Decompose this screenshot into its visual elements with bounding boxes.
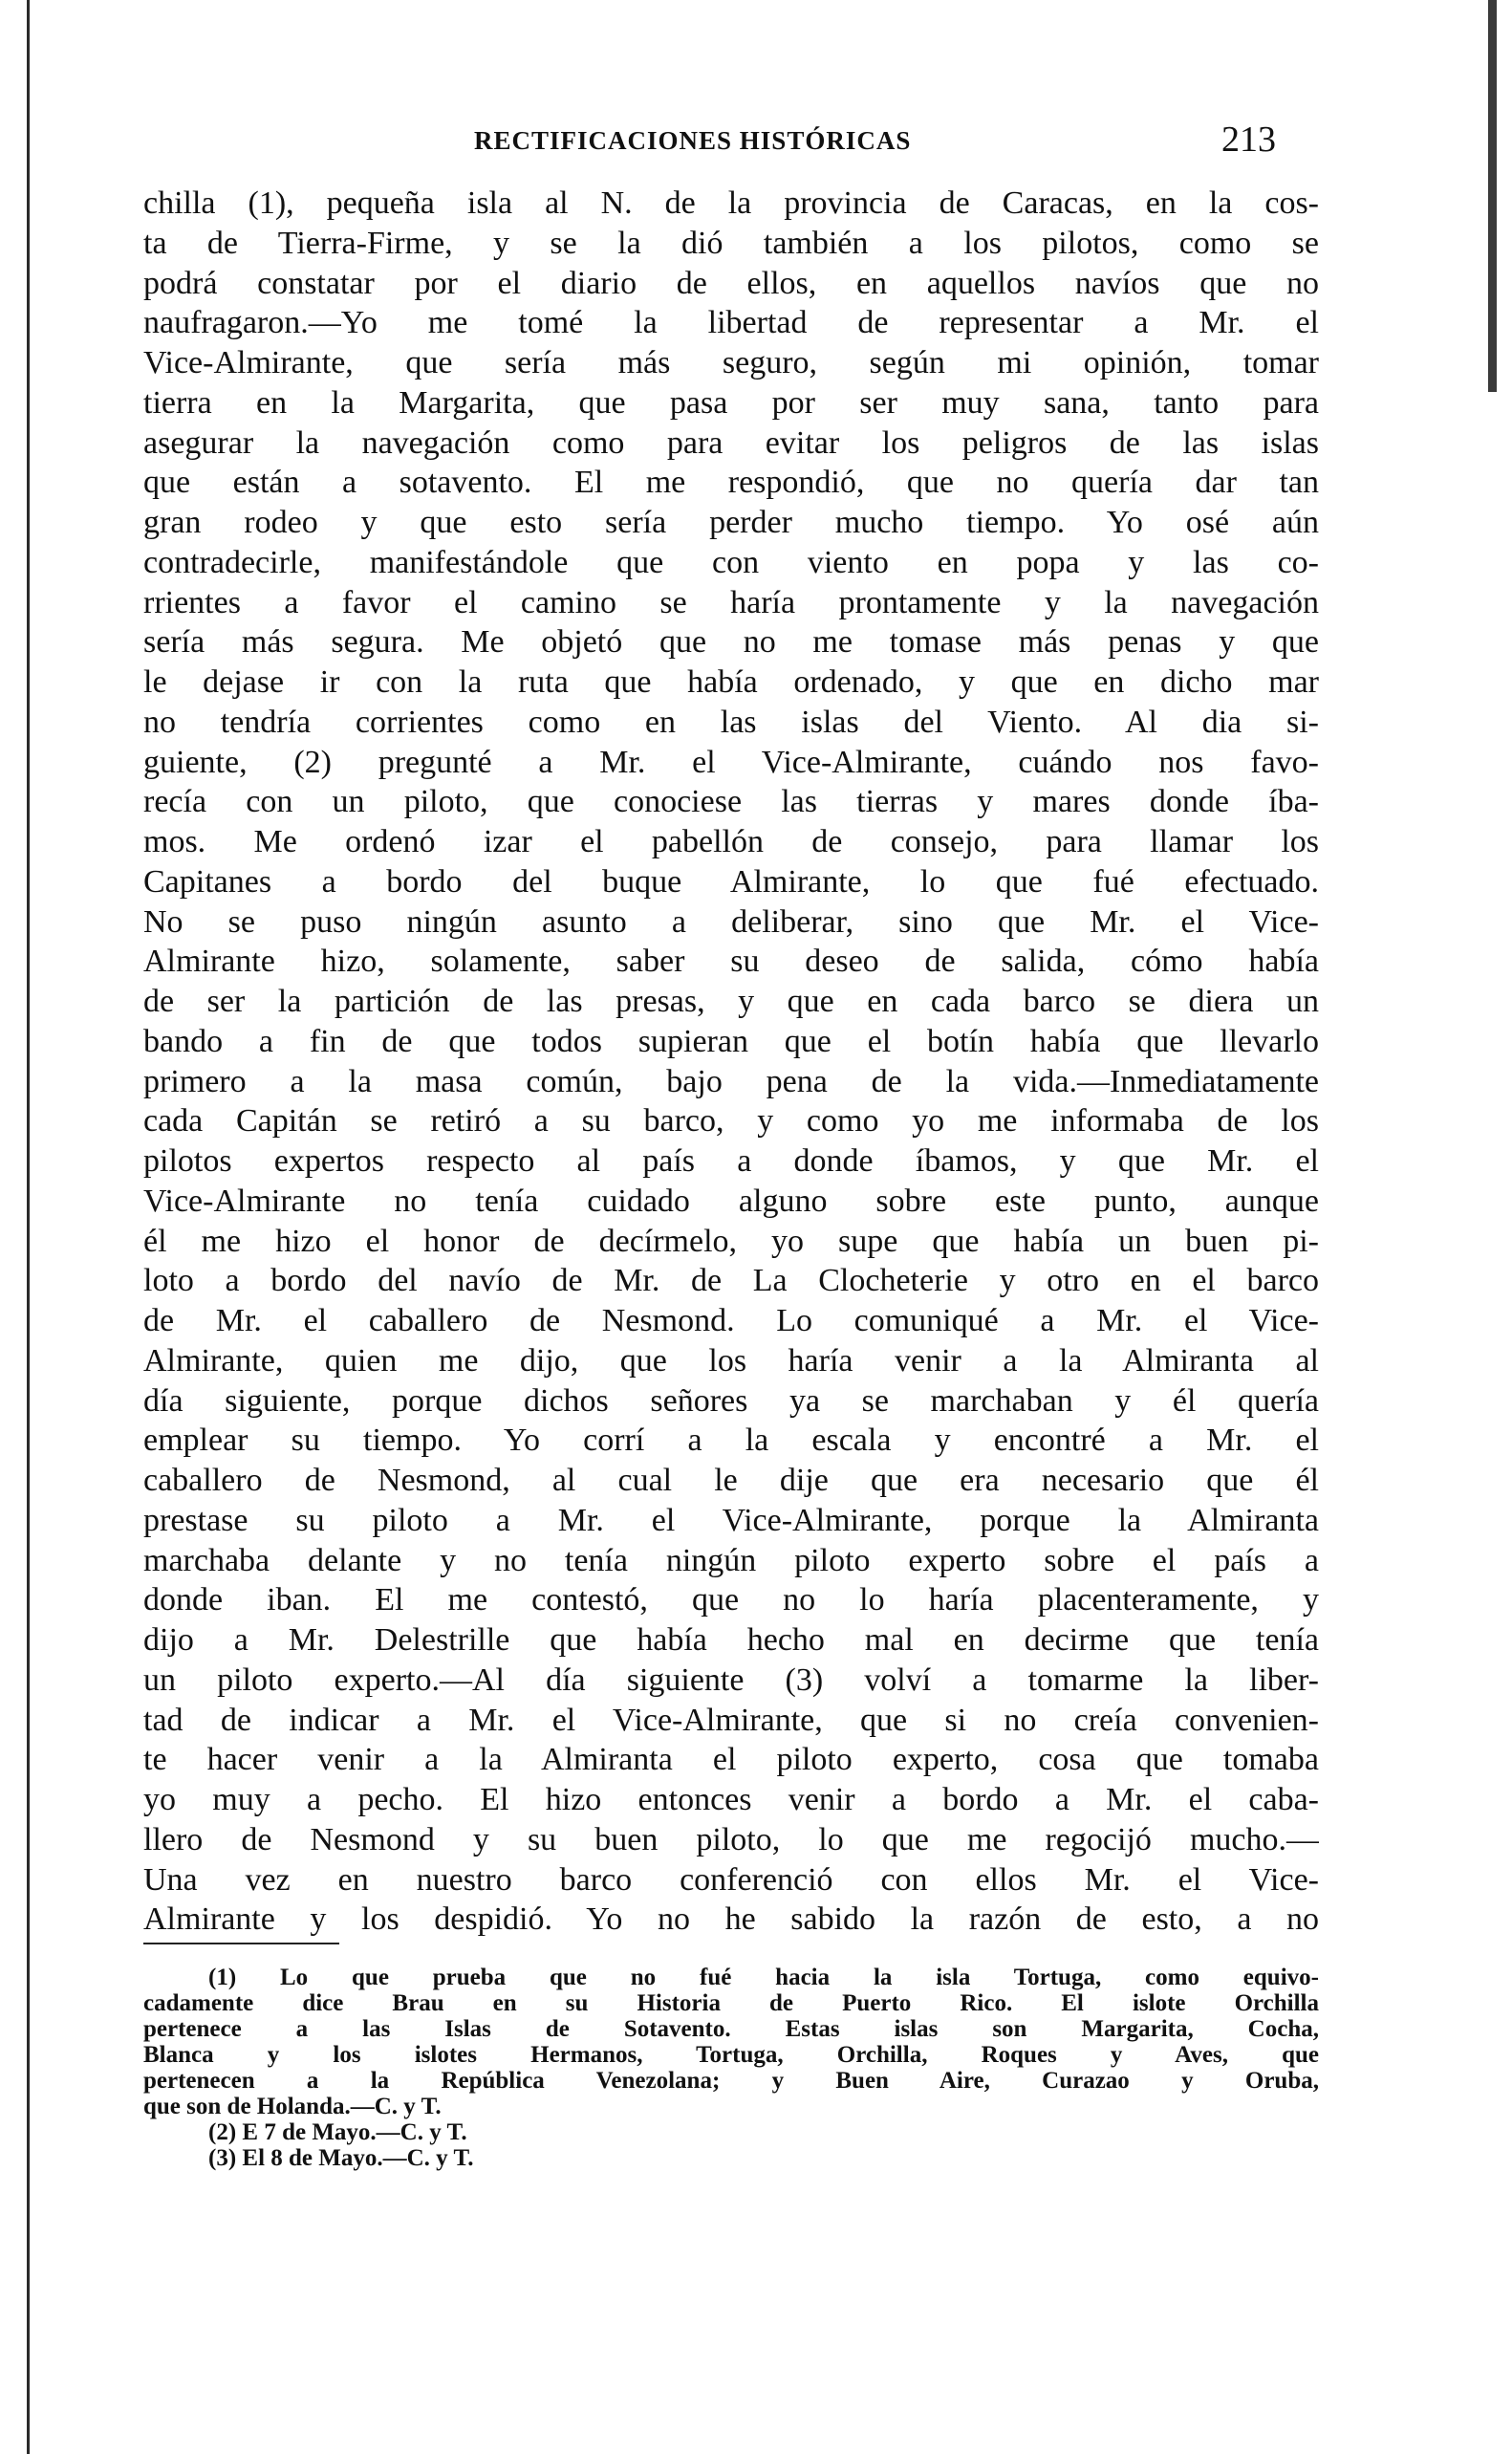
text-line: Capitanes a bordo del buque Almirante, lo que fué efectuado. <box>143 863 1319 900</box>
page-left-edge <box>27 0 30 2454</box>
text-line: no tendría corrientes como en las islas del Viento. Al dia si- <box>143 704 1319 740</box>
text-line: asegurar la navegación como para evitar los peligros de las islas <box>143 424 1319 461</box>
text-line: guiente, (2) pregunté a Mr. el Vice-Almirante, cuándo nos favo- <box>143 744 1319 780</box>
text-line: día siguiente, porque dichos señores ya se marchaban y él quería <box>143 1382 1319 1419</box>
text-line: contradecirle, manifestándole que con viento en popa y las co- <box>143 544 1319 580</box>
text-line: podrá constatar por el diario de ellos, en aquellos navíos que no <box>143 265 1319 301</box>
footnote-rule <box>143 1943 339 1944</box>
text-line: llero de Nesmond y su buen piloto, lo que me regocijó mucho.— <box>143 1821 1319 1857</box>
page-right-edge-mark <box>1488 0 1497 392</box>
text-line: rrientes a favor el camino se haría prontamente y la navegación <box>143 584 1319 620</box>
text-line: Vice-Almirante, que sería más seguro, según mi opinión, tomar <box>143 345 1319 380</box>
text-line: un piloto experto.—Al día siguiente (3) volví a tomarme la liber- <box>143 1661 1319 1698</box>
footnote-1-line: Blanca y los islotes Hermanos, Tortuga, Orchilla, Roques y Aves, que <box>143 2042 1319 2068</box>
text-line: Almirante hizo, solamente, saber su deseo de salida, cómo había <box>143 944 1319 980</box>
footnote-1-line: cadamente dice Brau en su Historia de Puerto Rico. El islote Orchilla <box>143 1990 1319 2016</box>
text-line: bando a fin de que todos supieran que el botín había que llevarlo <box>143 1023 1319 1059</box>
text-line: naufragaron.—Yo me tomé la libertad de representar a Mr. el <box>143 305 1319 341</box>
text-line: ta de Tierra-Firme, y se la dió también a los pilotos, como se <box>143 225 1319 261</box>
text-line: recía con un piloto, que conociese las tierras y mares donde íba- <box>143 784 1319 820</box>
footnote-1-line: pertenece a las Islas de Sotavento. Estas islas son Margarita, Cocha, <box>143 2016 1319 2042</box>
text-line: primero a la masa común, bajo pena de la vida.—Inmediatamente <box>143 1063 1319 1099</box>
text-line: caballero de Nesmond, al cual le dije que era necesario que él <box>143 1463 1319 1498</box>
footnote-3: (3) El 8 de Mayo.—C. y T. <box>208 2145 474 2171</box>
text-line: de Mr. el caballero de Nesmond. Lo comuniqué a Mr. el Vice- <box>143 1303 1319 1338</box>
text-line: tad de indicar a Mr. el Vice-Almirante, que si no creía convenien- <box>143 1702 1319 1738</box>
text-line: No se puso ningún asunto a deliberar, sino que Mr. el Vice- <box>143 903 1319 940</box>
footnote-2: (2) E 7 de Mayo.—C. y T. <box>208 2119 467 2145</box>
text-line: te hacer venir a la Almiranta el piloto experto, cosa que tomaba <box>143 1742 1319 1778</box>
text-line: Vice-Almirante no tenía cuidado alguno sobre este punto, aunque <box>143 1183 1319 1219</box>
text-line: Almirante y los despidió. Yo no he sabido la razón de esto, a no <box>143 1901 1319 1938</box>
text-line: sería más segura. Me objetó que no me tomase más penas y que <box>143 624 1319 661</box>
text-line: chilla (1), pequeña isla al N. de la provincia de Caracas, en la cos- <box>143 185 1319 221</box>
text-line: Almirante, quien me dijo, que los haría venir a la Almiranta al <box>143 1342 1319 1379</box>
text-line: tierra en la Margarita, que pasa por ser muy sana, tanto para <box>143 384 1319 421</box>
text-line: cada Capitán se retiró a su barco, y como yo me informaba de los <box>143 1103 1319 1140</box>
text-line: prestase su piloto a Mr. el Vice-Almirante, porque la Almiranta <box>143 1502 1319 1538</box>
text-line: dijo a Mr. Delestrille que había hecho mal en decirme que tenía <box>143 1622 1319 1658</box>
page-number: 213 <box>1221 119 1276 160</box>
text-line: emplear su tiempo. Yo corrí a la escala y encontré a Mr. el <box>143 1422 1319 1459</box>
text-line: loto a bordo del navío de Mr. de La Clocheterie y otro en el barco <box>143 1263 1319 1299</box>
main-text <box>143 184 1319 1940</box>
text-line: yo muy a pecho. El hizo entonces venir a bordo a Mr. el caba- <box>143 1782 1319 1817</box>
running-head: RECTIFICACIONES HISTÓRICAS <box>474 126 912 155</box>
text-line: gran rodeo y que esto sería perder mucho tiempo. Yo osé aún <box>143 505 1319 540</box>
footnote-1-line: que son de Holanda.—C. y T. <box>143 2094 442 2119</box>
footnote-1-line: pertenecen a la República Venezolana; y Buen Aire, Curazao y Oruba, <box>143 2068 1319 2094</box>
text-line: mos. Me ordenó izar el pabellón de consejo, para llamar los <box>143 824 1319 859</box>
page-header <box>143 115 1319 172</box>
text-line: de ser la partición de las presas, y que en cada barco se diera un <box>143 984 1319 1019</box>
footnotes <box>143 1965 1319 2171</box>
footnote-1-line: (1) Lo que prueba que no fué hacia la isla Tortuga, como equivo- <box>208 1965 1319 1990</box>
text-line: Una vez en nuestro barco conferenció con ellos Mr. el Vice- <box>143 1861 1319 1898</box>
text-line: él me hizo el honor de decírmelo, yo supe que había un buen pi- <box>143 1223 1319 1259</box>
text-line: donde iban. El me contestó, que no lo haría placenteramente, y <box>143 1582 1319 1618</box>
text-line: que están a sotavento. El me respondió, que no quería dar tan <box>143 465 1319 501</box>
text-line: marchaba delante y no tenía ningún piloto experto sobre el país a <box>143 1542 1319 1578</box>
text-line: pilotos expertos respecto al país a donde íbamos, y que Mr. el <box>143 1143 1319 1179</box>
text-line: le dejase ir con la ruta que había ordenado, y que en dicho mar <box>143 664 1319 700</box>
